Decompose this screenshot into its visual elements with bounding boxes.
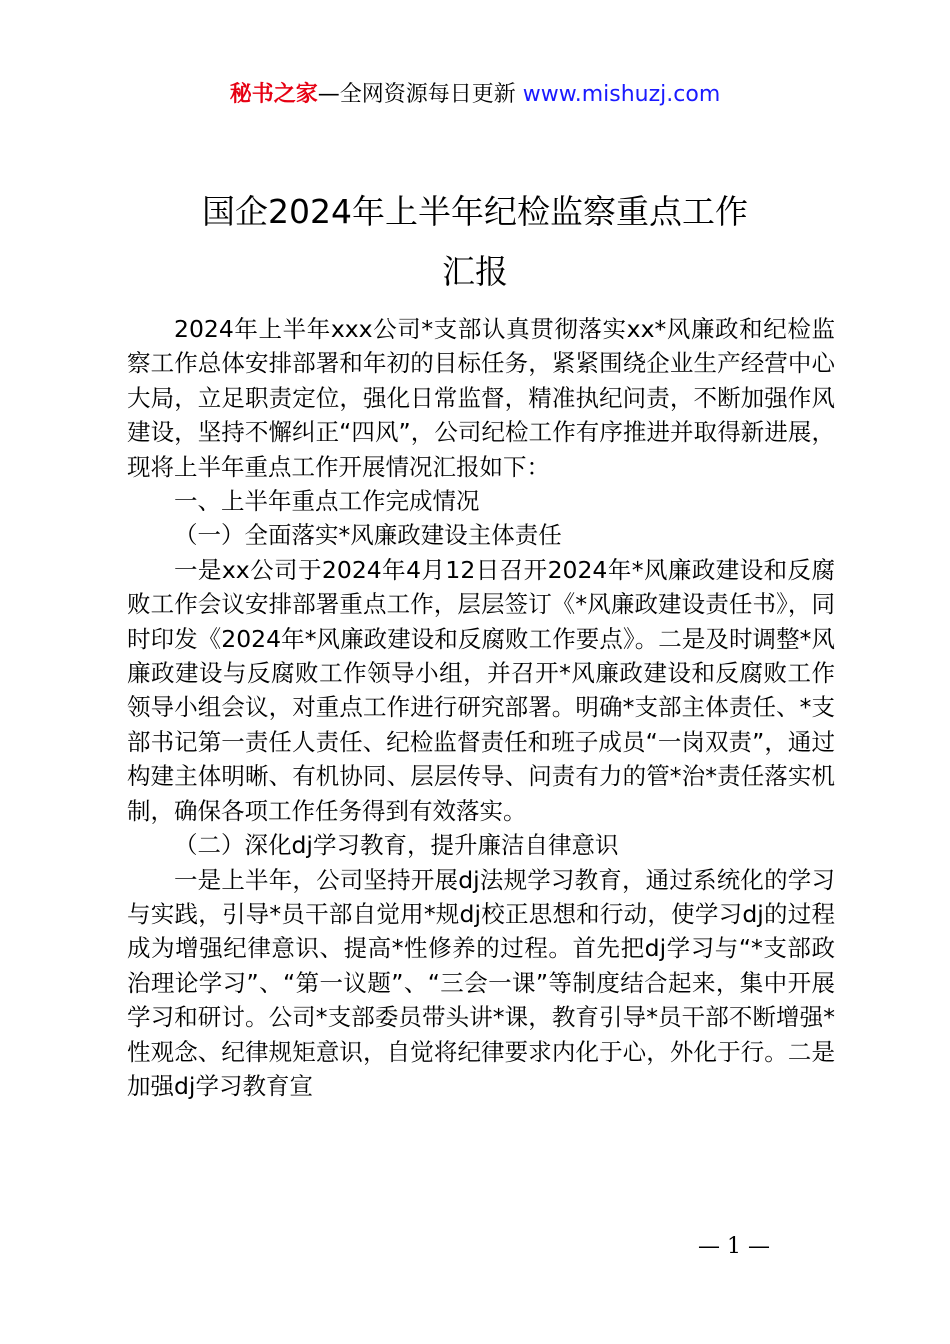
body-paragraph-1: 一是xx公司于2024年4月12日召开2024年*风廉政建设和反腐败工作会议安排部署重点工作，层层签订《*风廉政建设责任书》，同时印发《2024年*风廉政建设和反腐败工作要点》。二是及时调整*风廉政建设与反腐败工作领导小组，并召开*风廉政建设和反腐败工作领导小组会议，对重点工作进行研究部署。明确*支部主体责任、*支部书记第一责任人责任、纪检监督责任和班子成员“一岗双责”，通过构建主体明晰、有机协同、层层传导、问责有力的管*治*责任落实机制，确保各项工作任务得到有效落实。	[127, 555, 835, 825]
title-line-1: 国企2024年上半年纪检监察重点工作	[202, 192, 748, 231]
intro-paragraph: 2024年上半年xxx公司*支部认真贯彻落实xx*风廉政和纪检监察工作总体安排部署和年初的目标任务，紧紧围绕企业生产经营中心大局，立足职责定位，强化日常监督，精准执纪问责，不断加强作风建设，坚持不懈纠正“四风”，公司纪检工作有序推进并取得新进展，现将上半年重点工作开展情况汇报如下：	[127, 315, 835, 481]
body-paragraph-2: 一是上半年，公司坚持开展dj法规学习教育，通过系统化的学习与实践，引导*员干部自觉用*规dj校正思想和行动，使学习dj的过程成为增强纪律意识、提高*性修养的过程。首先把dj学习与“*支部政治理论学习”、“第一议题”、“三会一课”等制度结合起来，集中开展学习和研讨。公司*支部委员带头讲*课，教育引导*员干部不断增强*性观念、纪律规矩意识，自觉将纪律要求内化于心，外化于行。二是加强dj学习教育宣	[127, 865, 835, 1100]
document-title	[0, 182, 950, 302]
document-body	[127, 312, 835, 1103]
title-line-2: 汇报	[442, 252, 508, 291]
section-heading: 一、上半年重点工作完成情况	[174, 487, 480, 516]
brand-name: 秘书之家	[229, 82, 318, 107]
subsection-heading-1: （一）全面落实*风廉政建设主体责任	[174, 521, 562, 550]
subsection-heading-2: （二）深化dj学习教育，提升廉洁自律意识	[174, 831, 619, 860]
page-number: — 1 —	[698, 1234, 770, 1259]
site-url[interactable]: www.mishuzj.com	[522, 82, 721, 107]
site-header	[0, 78, 950, 112]
header-tagline: —全网资源每日更新	[317, 82, 523, 107]
